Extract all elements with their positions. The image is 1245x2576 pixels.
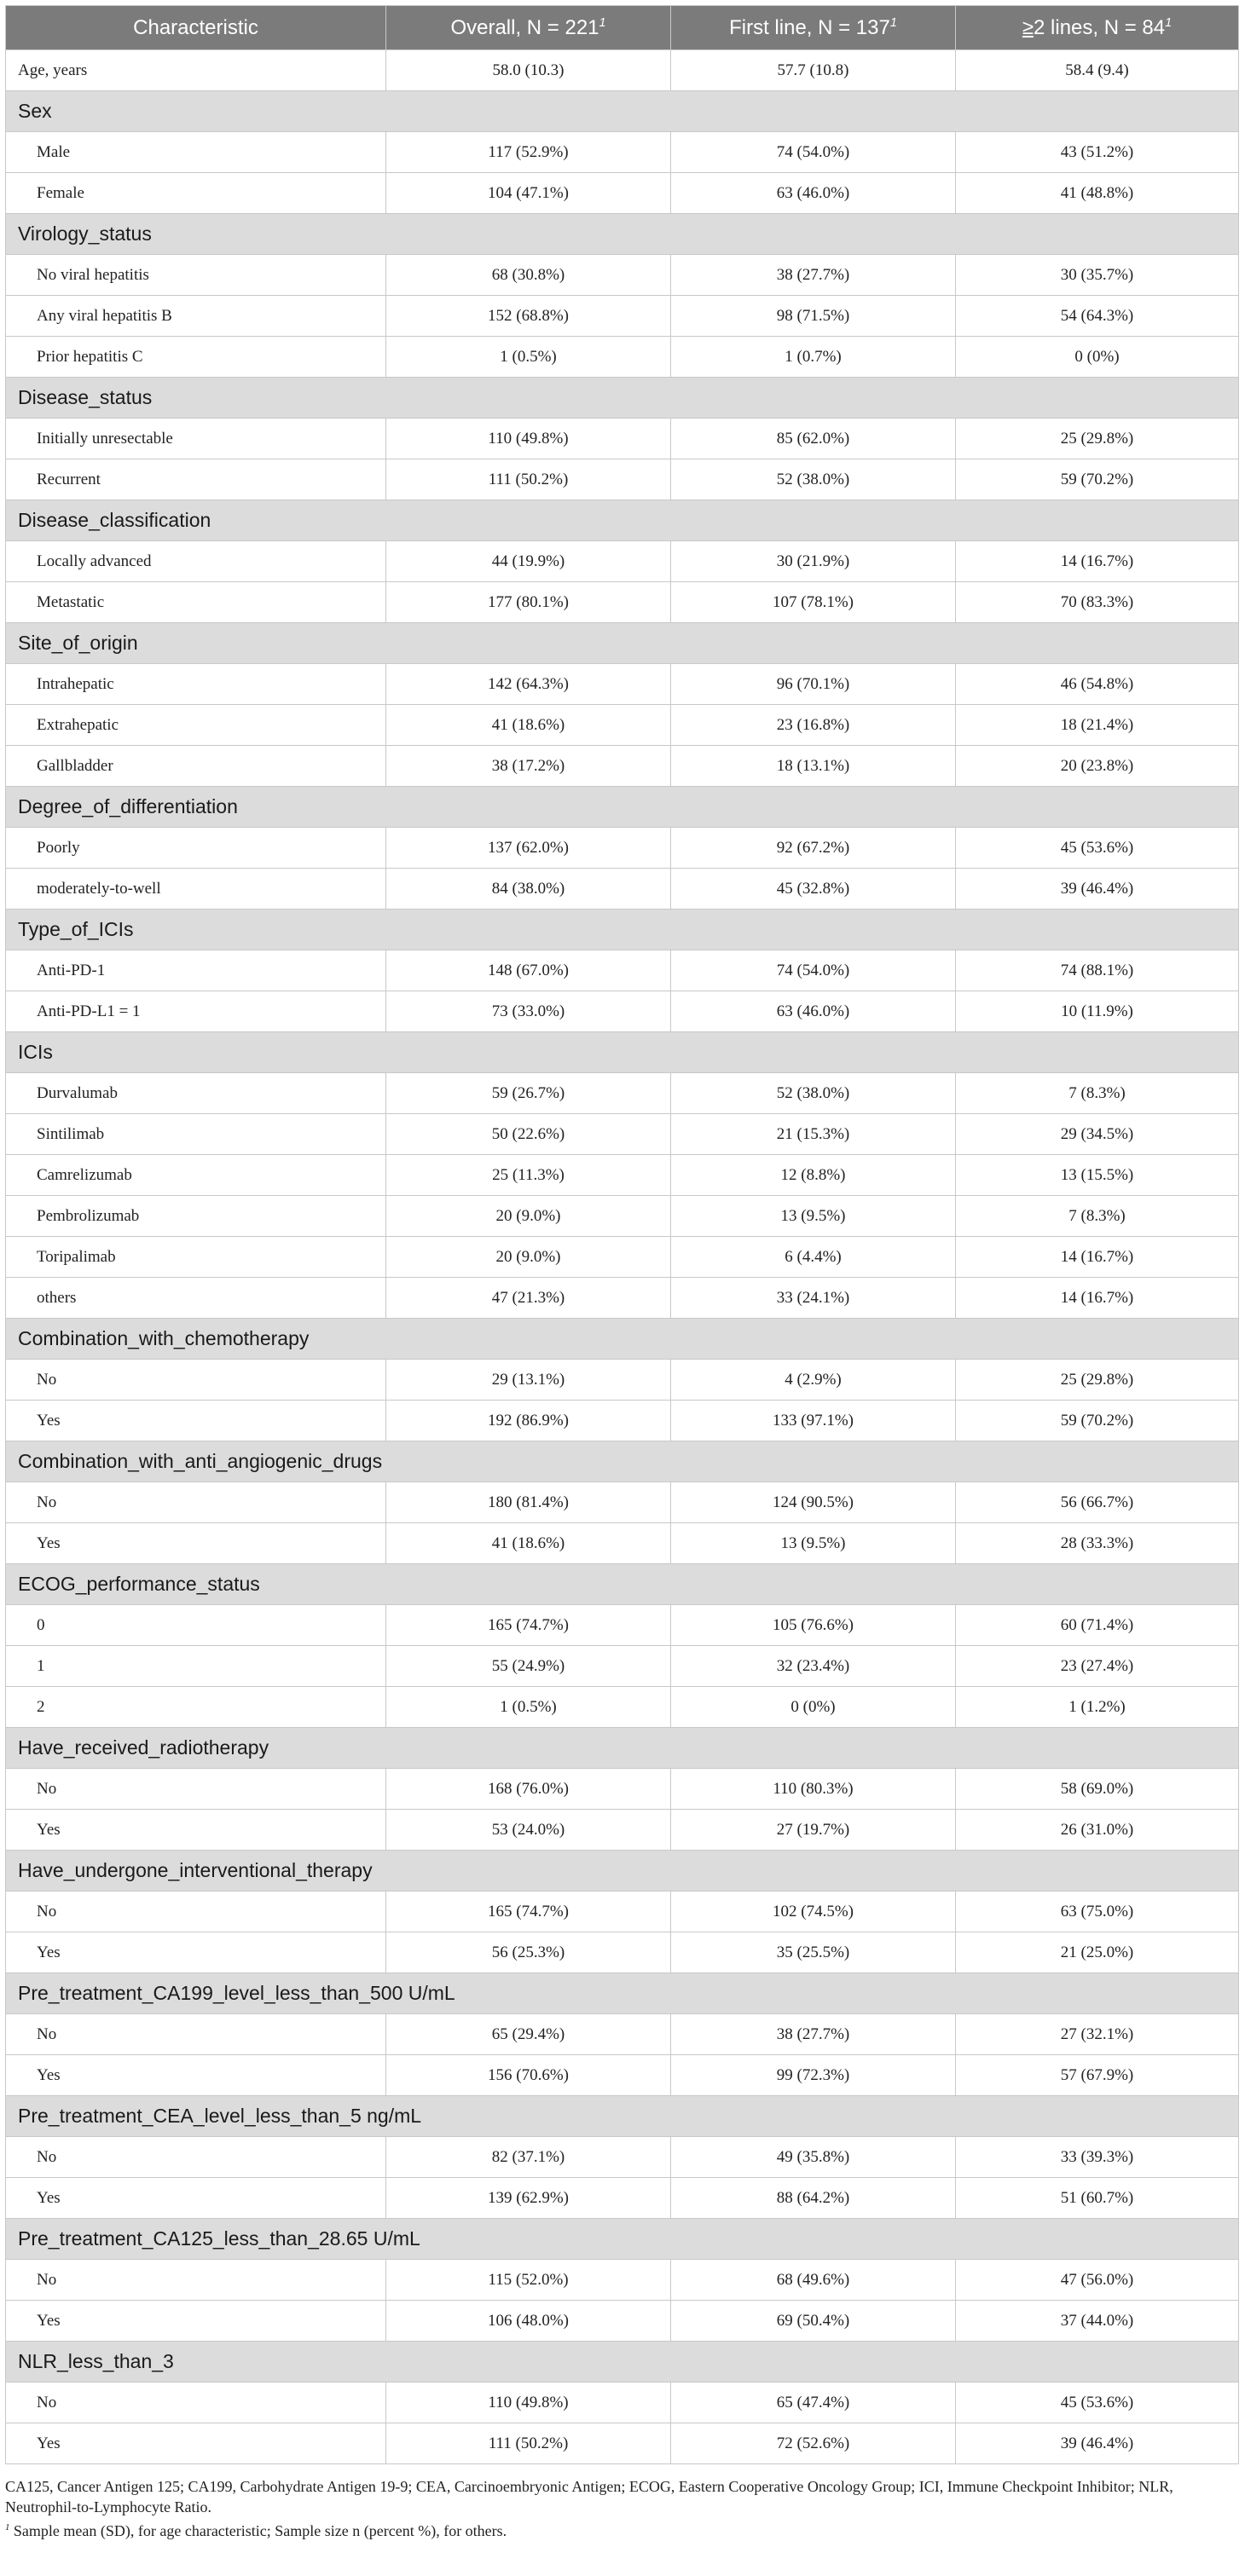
cell-first-line: 13 (9.5%)	[671, 1523, 956, 1564]
group-title: NLR_less_than_3	[6, 2342, 1239, 2383]
cell-two-plus-lines: 25 (29.8%)	[956, 419, 1239, 459]
cell-first-line: 98 (71.5%)	[671, 296, 956, 337]
group-header-row	[6, 1564, 1239, 1605]
row-label: Male	[6, 132, 386, 173]
group-title: Combination_with_chemotherapy	[6, 1319, 1239, 1360]
table-row	[6, 582, 1239, 623]
row-label: Gallbladder	[6, 746, 386, 787]
cell-overall: 82 (37.1%)	[386, 2137, 671, 2178]
table-row	[6, 1155, 1239, 1196]
table-row	[6, 459, 1239, 500]
row-label: Female	[6, 173, 386, 214]
table-row	[6, 1360, 1239, 1401]
row-label: 2	[6, 1687, 386, 1728]
cell-overall: 20 (9.0%)	[386, 1237, 671, 1278]
cell-two-plus-lines: 58 (69.0%)	[956, 1769, 1239, 1810]
row-label: Durvalumab	[6, 1073, 386, 1114]
table-row	[6, 296, 1239, 337]
cell-overall: 41 (18.6%)	[386, 705, 671, 746]
table-row	[6, 2301, 1239, 2342]
group-header-row	[6, 910, 1239, 950]
cell-overall: 152 (68.8%)	[386, 296, 671, 337]
table-row	[6, 255, 1239, 296]
group-header-row	[6, 2219, 1239, 2260]
table-row	[6, 991, 1239, 1032]
cell-two-plus-lines: 14 (16.7%)	[956, 1237, 1239, 1278]
cell-two-plus-lines: 59 (70.2%)	[956, 459, 1239, 500]
group-header-row	[6, 1319, 1239, 1360]
cell-two-plus-lines: 0 (0%)	[956, 337, 1239, 378]
cell-two-plus-lines: 63 (75.0%)	[956, 1892, 1239, 1932]
group-header-row	[6, 2342, 1239, 2383]
cell-two-plus-lines: 46 (54.8%)	[956, 664, 1239, 705]
row-label: Yes	[6, 1401, 386, 1441]
row-label: Pembrolizumab	[6, 1196, 386, 1237]
cell-two-plus-lines: 33 (39.3%)	[956, 2137, 1239, 2178]
cell-two-plus-lines: 60 (71.4%)	[956, 1605, 1239, 1646]
cell-overall: 47 (21.3%)	[386, 1278, 671, 1319]
cell-overall: 139 (62.9%)	[386, 2178, 671, 2219]
row-label: Anti-PD-1	[6, 950, 386, 991]
group-header-row	[6, 787, 1239, 828]
group-header-row	[6, 1851, 1239, 1892]
table-row	[6, 2423, 1239, 2464]
cell-overall: 84 (38.0%)	[386, 869, 671, 910]
table-row	[6, 1932, 1239, 1973]
row-label: Yes	[6, 2178, 386, 2219]
table-container	[5, 5, 1238, 2541]
cell-overall: 53 (24.0%)	[386, 1810, 671, 1851]
row-label: 0	[6, 1605, 386, 1646]
group-title: Pre_treatment_CA199_level_less_than_500 U/mL	[6, 1973, 1239, 2014]
footnote: $^1$ Sample mean (SD), for age characteristic; Sample size n (percent %), for others.	[5, 2522, 507, 2539]
cell-overall: 142 (64.3%)	[386, 664, 671, 705]
group-title: Pre_treatment_CA125_less_than_28.65 U/mL	[6, 2219, 1239, 2260]
row-label: No	[6, 2014, 386, 2055]
group-header-row	[6, 214, 1239, 255]
group-header-row	[6, 2096, 1239, 2137]
cell-two-plus-lines: 25 (29.8%)	[956, 1360, 1239, 1401]
cell-two-plus-lines: 18 (21.4%)	[956, 705, 1239, 746]
row-label: Yes	[6, 1810, 386, 1851]
cell-overall: 58.0 (10.3)	[386, 50, 671, 91]
cell-first-line: 45 (32.8%)	[671, 869, 956, 910]
cell-first-line: 52 (38.0%)	[671, 459, 956, 500]
cell-two-plus-lines: 10 (11.9%)	[956, 991, 1239, 1032]
cell-overall: 50 (22.6%)	[386, 1114, 671, 1155]
row-label: No viral hepatitis	[6, 255, 386, 296]
group-header-row	[6, 1973, 1239, 2014]
row-label: Initially unresectable	[6, 419, 386, 459]
table-row	[6, 1196, 1239, 1237]
row-label: Yes	[6, 1523, 386, 1564]
row-label: No	[6, 2383, 386, 2423]
row-label: No	[6, 1482, 386, 1523]
cell-two-plus-lines: 43 (51.2%)	[956, 132, 1239, 173]
table-row	[6, 2014, 1239, 2055]
table-row	[6, 1769, 1239, 1810]
cell-two-plus-lines: 51 (60.7%)	[956, 2178, 1239, 2219]
row-label: Yes	[6, 2055, 386, 2096]
cell-two-plus-lines: 28 (33.3%)	[956, 1523, 1239, 1564]
table-row	[6, 869, 1239, 910]
cell-overall: 55 (24.9%)	[386, 1646, 671, 1687]
table-row	[6, 2137, 1239, 2178]
table-row	[6, 705, 1239, 746]
cell-two-plus-lines: 21 (25.0%)	[956, 1932, 1239, 1973]
row-label: Sintilimab	[6, 1114, 386, 1155]
cell-overall: 65 (29.4%)	[386, 2014, 671, 2055]
cell-first-line: 38 (27.7%)	[671, 2014, 956, 2055]
cell-overall: 115 (52.0%)	[386, 2260, 671, 2301]
cell-overall: 29 (13.1%)	[386, 1360, 671, 1401]
group-title: Sex	[6, 91, 1239, 132]
cell-overall: 111 (50.2%)	[386, 2423, 671, 2464]
row-label: Age, years	[6, 50, 386, 91]
row-label: No	[6, 1360, 386, 1401]
group-title: Degree_of_differentiation	[6, 787, 1239, 828]
cell-overall: 156 (70.6%)	[386, 2055, 671, 2096]
table-row-age	[6, 50, 1239, 91]
cell-first-line: 35 (25.5%)	[671, 1932, 956, 1973]
cell-overall: 148 (67.0%)	[386, 950, 671, 991]
table-row	[6, 828, 1239, 869]
cell-overall: 180 (81.4%)	[386, 1482, 671, 1523]
group-title: Disease_classification	[6, 500, 1239, 541]
table-row	[6, 950, 1239, 991]
table-row	[6, 1646, 1239, 1687]
cell-first-line: 124 (90.5%)	[671, 1482, 956, 1523]
cell-overall: 1 (0.5%)	[386, 337, 671, 378]
table-row	[6, 2055, 1239, 2096]
table-row	[6, 2383, 1239, 2423]
cell-overall: 59 (26.7%)	[386, 1073, 671, 1114]
cell-two-plus-lines: 39 (46.4%)	[956, 869, 1239, 910]
cell-first-line: 92 (67.2%)	[671, 828, 956, 869]
cell-two-plus-lines: 13 (15.5%)	[956, 1155, 1239, 1196]
cell-first-line: 110 (80.3%)	[671, 1769, 956, 1810]
row-label: 1	[6, 1646, 386, 1687]
row-label: Yes	[6, 2301, 386, 2342]
group-title: Disease_status	[6, 378, 1239, 419]
row-label: Poorly	[6, 828, 386, 869]
cell-first-line: 21 (15.3%)	[671, 1114, 956, 1155]
header-first-line: First line, $N = 137^1$	[671, 6, 956, 50]
cell-first-line: 12 (8.8%)	[671, 1155, 956, 1196]
group-header-row	[6, 378, 1239, 419]
table-row	[6, 1523, 1239, 1564]
cell-two-plus-lines: 30 (35.7%)	[956, 255, 1239, 296]
cell-two-plus-lines: 20 (23.8%)	[956, 746, 1239, 787]
header-two-plus-lines: ≥2 lines, $N = 84^1$	[956, 6, 1239, 50]
table-row	[6, 1401, 1239, 1441]
row-label: Intrahepatic	[6, 664, 386, 705]
table-row	[6, 1605, 1239, 1646]
cell-two-plus-lines: 45 (53.6%)	[956, 2383, 1239, 2423]
header-row	[6, 6, 1239, 50]
cell-overall: 111 (50.2%)	[386, 459, 671, 500]
cell-first-line: 133 (97.1%)	[671, 1401, 956, 1441]
cell-overall: 110 (49.8%)	[386, 2383, 671, 2423]
cell-first-line: 74 (54.0%)	[671, 132, 956, 173]
cell-two-plus-lines: 56 (66.7%)	[956, 1482, 1239, 1523]
table-row	[6, 1482, 1239, 1523]
row-label: No	[6, 2137, 386, 2178]
cell-first-line: 74 (54.0%)	[671, 950, 956, 991]
cell-two-plus-lines: 23 (27.4%)	[956, 1646, 1239, 1687]
cell-first-line: 63 (46.0%)	[671, 991, 956, 1032]
footnote-mark: 1	[889, 15, 897, 30]
header-characteristic: Characteristic	[6, 6, 386, 50]
cell-two-plus-lines: 29 (34.5%)	[956, 1114, 1239, 1155]
table-row	[6, 419, 1239, 459]
cell-two-plus-lines: 74 (88.1%)	[956, 950, 1239, 991]
cell-two-plus-lines: 1 (1.2%)	[956, 1687, 1239, 1728]
group-header-row	[6, 500, 1239, 541]
table-row	[6, 1073, 1239, 1114]
table-row	[6, 2260, 1239, 2301]
cell-two-plus-lines: 57 (67.9%)	[956, 2055, 1239, 2096]
group-header-row	[6, 91, 1239, 132]
row-label: No	[6, 1892, 386, 1932]
table-row	[6, 337, 1239, 378]
table-row	[6, 1687, 1239, 1728]
table-row	[6, 1278, 1239, 1319]
table-row	[6, 1810, 1239, 1851]
table-row	[6, 746, 1239, 787]
cell-first-line: 65 (47.4%)	[671, 2383, 956, 2423]
cell-two-plus-lines: 27 (32.1%)	[956, 2014, 1239, 2055]
cell-first-line: 72 (52.6%)	[671, 2423, 956, 2464]
group-title: Pre_treatment_CEA_level_less_than_5 ng/mL	[6, 2096, 1239, 2137]
row-label: Yes	[6, 2423, 386, 2464]
row-label: Locally advanced	[6, 541, 386, 582]
cell-overall: 168 (76.0%)	[386, 1769, 671, 1810]
group-header-row	[6, 623, 1239, 664]
cell-first-line: 13 (9.5%)	[671, 1196, 956, 1237]
cell-first-line: 27 (19.7%)	[671, 1810, 956, 1851]
header-overall: Overall, $N = 221^1$	[386, 6, 671, 50]
cell-first-line: 102 (74.5%)	[671, 1892, 956, 1932]
table-notes	[5, 2476, 1238, 2541]
cell-overall: 20 (9.0%)	[386, 1196, 671, 1237]
group-title: Combination_with_anti_angiogenic_drugs	[6, 1441, 1239, 1482]
group-header-row	[6, 1728, 1239, 1769]
cell-two-plus-lines: 41 (48.8%)	[956, 173, 1239, 214]
group-header-row	[6, 1032, 1239, 1073]
footnote-mark: 1	[1165, 15, 1173, 30]
cell-overall: 68 (30.8%)	[386, 255, 671, 296]
row-label: Yes	[6, 1932, 386, 1973]
footnote-mark: 1	[5, 2522, 10, 2533]
cell-two-plus-lines: 45 (53.6%)	[956, 828, 1239, 869]
footnote-mark: 1	[599, 15, 606, 30]
cell-overall: 177 (80.1%)	[386, 582, 671, 623]
cell-first-line: 23 (16.8%)	[671, 705, 956, 746]
row-label: Any viral hepatitis B	[6, 296, 386, 337]
group-title: Type_of_ICIs	[6, 910, 1239, 950]
cell-first-line: 0 (0%)	[671, 1687, 956, 1728]
row-label: Metastatic	[6, 582, 386, 623]
cell-two-plus-lines: 14 (16.7%)	[956, 541, 1239, 582]
cell-overall: 41 (18.6%)	[386, 1523, 671, 1564]
cell-first-line: 18 (13.1%)	[671, 746, 956, 787]
abbreviations-note: CA125, Cancer Antigen 125; CA199, Carbohydrate Antigen 19-9; CEA, Carcinoembryonic Antigen; ECOG, Eastern Cooperative Oncology Group; ICI, Immune Checkpoint Inhibitor; NLR, Neutrophil-to-Lymphocyte Ratio.	[5, 2478, 1173, 2515]
row-label: moderately-to-well	[6, 869, 386, 910]
cell-overall: 137 (62.0%)	[386, 828, 671, 869]
cell-overall: 165 (74.7%)	[386, 1605, 671, 1646]
cell-two-plus-lines: 26 (31.0%)	[956, 1810, 1239, 1851]
cell-overall: 38 (17.2%)	[386, 746, 671, 787]
table-row	[6, 1114, 1239, 1155]
row-label: Recurrent	[6, 459, 386, 500]
cell-overall: 56 (25.3%)	[386, 1932, 671, 1973]
table-row	[6, 2178, 1239, 2219]
cell-first-line: 33 (24.1%)	[671, 1278, 956, 1319]
cell-first-line: 85 (62.0%)	[671, 419, 956, 459]
cell-first-line: 99 (72.3%)	[671, 2055, 956, 2096]
cell-overall: 104 (47.1%)	[386, 173, 671, 214]
cell-two-plus-lines: 59 (70.2%)	[956, 1401, 1239, 1441]
cell-first-line: 63 (46.0%)	[671, 173, 956, 214]
cell-first-line: 88 (64.2%)	[671, 2178, 956, 2219]
group-title: Virology_status	[6, 214, 1239, 255]
cell-first-line: 4 (2.9%)	[671, 1360, 956, 1401]
cell-overall: 165 (74.7%)	[386, 1892, 671, 1932]
table-row	[6, 664, 1239, 705]
group-title: Have_received_radiotherapy	[6, 1728, 1239, 1769]
group-header-row	[6, 1441, 1239, 1482]
group-title: ICIs	[6, 1032, 1239, 1073]
row-label: Prior hepatitis C	[6, 337, 386, 378]
cell-overall: 1 (0.5%)	[386, 1687, 671, 1728]
cell-first-line: 38 (27.7%)	[671, 255, 956, 296]
cell-first-line: 30 (21.9%)	[671, 541, 956, 582]
cell-first-line: 69 (50.4%)	[671, 2301, 956, 2342]
cell-overall: 106 (48.0%)	[386, 2301, 671, 2342]
table-row	[6, 1892, 1239, 1932]
cell-two-plus-lines: 7 (8.3%)	[956, 1196, 1239, 1237]
baseline-characteristics-table	[5, 5, 1239, 2464]
cell-overall: 192 (86.9%)	[386, 1401, 671, 1441]
cell-first-line: 96 (70.1%)	[671, 664, 956, 705]
group-title: Have_undergone_interventional_therapy	[6, 1851, 1239, 1892]
row-label: No	[6, 1769, 386, 1810]
cell-two-plus-lines: 47 (56.0%)	[956, 2260, 1239, 2301]
group-title: ECOG_performance_status	[6, 1564, 1239, 1605]
table-row	[6, 541, 1239, 582]
cell-two-plus-lines: 37 (44.0%)	[956, 2301, 1239, 2342]
row-label: others	[6, 1278, 386, 1319]
cell-overall: 117 (52.9%)	[386, 132, 671, 173]
row-label: No	[6, 2260, 386, 2301]
cell-first-line: 52 (38.0%)	[671, 1073, 956, 1114]
table-row	[6, 1237, 1239, 1278]
cell-two-plus-lines: 58.4 (9.4)	[956, 50, 1239, 91]
cell-two-plus-lines: 7 (8.3%)	[956, 1073, 1239, 1114]
cell-first-line: 49 (35.8%)	[671, 2137, 956, 2178]
row-label: Camrelizumab	[6, 1155, 386, 1196]
row-label: Extrahepatic	[6, 705, 386, 746]
row-label: Toripalimab	[6, 1237, 386, 1278]
cell-first-line: 32 (23.4%)	[671, 1646, 956, 1687]
row-label: Anti-PD-L1 = 1	[6, 991, 386, 1032]
group-title: Site_of_origin	[6, 623, 1239, 664]
table-row	[6, 132, 1239, 173]
cell-two-plus-lines: 14 (16.7%)	[956, 1278, 1239, 1319]
cell-first-line: 57.7 (10.8)	[671, 50, 956, 91]
cell-first-line: 105 (76.6%)	[671, 1605, 956, 1646]
cell-two-plus-lines: 39 (46.4%)	[956, 2423, 1239, 2464]
cell-overall: 25 (11.3%)	[386, 1155, 671, 1196]
cell-first-line: 68 (49.6%)	[671, 2260, 956, 2301]
table-row	[6, 173, 1239, 214]
cell-overall: 73 (33.0%)	[386, 991, 671, 1032]
cell-overall: 110 (49.8%)	[386, 419, 671, 459]
cell-overall: 44 (19.9%)	[386, 541, 671, 582]
cell-first-line: 6 (4.4%)	[671, 1237, 956, 1278]
cell-first-line: 107 (78.1%)	[671, 582, 956, 623]
cell-first-line: 1 (0.7%)	[671, 337, 956, 378]
cell-two-plus-lines: 70 (83.3%)	[956, 582, 1239, 623]
cell-two-plus-lines: 54 (64.3%)	[956, 296, 1239, 337]
